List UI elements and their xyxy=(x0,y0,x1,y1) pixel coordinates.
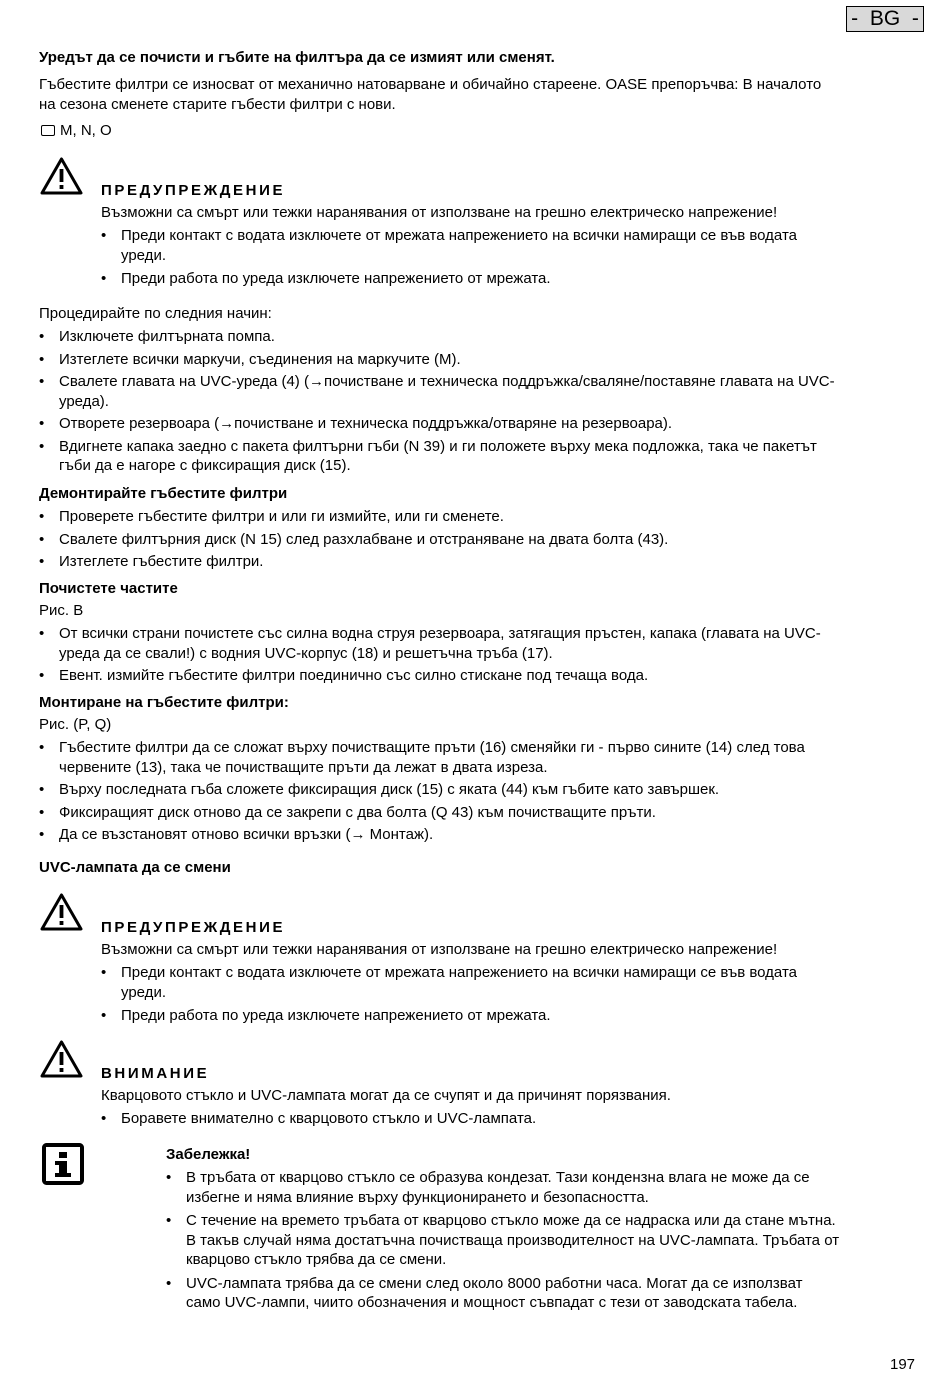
warning-title: ПРЕДУПРЕЖДЕНИЕ xyxy=(101,919,286,936)
list-item xyxy=(39,372,929,411)
list-item-line: • Евент. измийте гъбестите филтри поединично със силно стискане под течаща вода. xyxy=(59,667,649,684)
list-item xyxy=(39,825,929,845)
list-item xyxy=(39,666,929,686)
list-item xyxy=(39,624,929,663)
list-item xyxy=(39,780,929,800)
intro-paragraph xyxy=(39,75,821,114)
dismantle-heading: Демонтирайте гъбестите филтри xyxy=(39,485,288,502)
clean-figure: Рис. B xyxy=(39,602,84,619)
list-item xyxy=(39,803,929,823)
list-item-line: • В тръбата от кварцово стъкло се образува кондезат. Тази кондензна влага не може да се xyxy=(186,1169,810,1186)
intro-paragraph-line: на сезона сменете старите гъбести филтри с нови. xyxy=(39,95,396,113)
warning-triangle-icon xyxy=(40,1040,83,1078)
list-item-line: уреди. xyxy=(121,983,166,1001)
mount-heading: Монтиране на гъбестите филтри: xyxy=(39,694,289,711)
list-item-line: • Вдигнете капака заедно с пакета филтърни гъби (N 39) и ги положете върху мека подложка, така че пакетът xyxy=(59,437,817,455)
list-item-line: само UVC-лампи, чиито обозначения и мощност съвпадат с тези от заводската табела. xyxy=(186,1294,798,1311)
list-item-line: уреда). xyxy=(59,392,109,410)
warning-text: Възможни са смърт или тежки наранявания от използване на грешно електрическо напрежение! xyxy=(101,941,778,958)
caution-text: Кварцовото стъкло и UVC-лампата могат да се счупят и да причинят порязвания. xyxy=(101,1087,671,1104)
warning-triangle-icon xyxy=(40,157,83,195)
list-item-line: • Изтеглете всички маркучи, съединения на маркучите (M). xyxy=(59,350,461,368)
warning-triangle-icon xyxy=(40,893,83,931)
list-item-line: • Изключете филтърната помпа. xyxy=(59,328,275,345)
caution-list xyxy=(101,1109,921,1129)
note-list xyxy=(166,1168,926,1313)
list-item: • Боравете внимателно с кварцовото стъкло и UVC-лампата. xyxy=(101,1109,921,1129)
caution-title: ВНИМАНИЕ xyxy=(101,1065,210,1082)
list-item xyxy=(101,1006,921,1026)
list-item xyxy=(166,1168,926,1207)
list-item xyxy=(101,269,921,289)
list-item xyxy=(166,1274,926,1313)
warning-list xyxy=(101,226,921,289)
list-item xyxy=(101,963,921,1002)
figure-labels: M, N, O xyxy=(60,122,112,139)
warning-text: Възможни са смърт или тежки наранявания от използване на грешно електрическо напрежение! xyxy=(101,204,778,221)
procedure-list xyxy=(39,327,929,476)
list-item: • Изтеглете гъбестите филтри. xyxy=(39,552,929,572)
list-item-line: • Свалете главата на UVC-уреда (4) (→почистване и техническа поддръжка/сваляне/поставяне главата на UVC- xyxy=(59,373,835,390)
list-item-line: червените (13), така че почистващите пръти да лежат в двата изреза. xyxy=(59,758,548,776)
list-item: • Свалете филтърния диск (N 15) след разхлабване и отстраняване на двата болта (43). xyxy=(39,530,929,550)
list-item xyxy=(39,350,929,370)
mount-figure: Рис. (P, Q) xyxy=(39,716,112,733)
list-item-line: • Фиксиращият диск отново да се закрепи с два болта (Q 43) към почистващите пръти. xyxy=(59,803,656,821)
note-title: Забележка! xyxy=(166,1146,251,1163)
clean-heading: Почистете частите xyxy=(39,580,178,597)
list-item-line: • Отворете резервоара (→почистване и техническа поддръжка/отваряне на резервоара). xyxy=(59,415,673,432)
list-item-line: кварцово стъкло трябва да се смени. xyxy=(186,1251,447,1268)
mount-list xyxy=(39,738,929,845)
list-item xyxy=(101,226,921,265)
warning-list xyxy=(101,963,921,1026)
list-item xyxy=(166,1211,926,1270)
list-item-line: • Преди контакт с водата изключете от мрежата напрежението на всички намиращи се във водата xyxy=(121,227,797,244)
list-item-line: • Преди контакт с водата изключете от мрежата напрежението на всички намиращи се във водата xyxy=(121,964,797,981)
procedure-intro: Процедирайте по следния начин: xyxy=(39,305,272,322)
intro-heading: Уредът да се почисти и гъбите на филтъра да се измият или сменят. xyxy=(39,49,555,66)
list-item xyxy=(39,327,929,347)
list-item-line: • Да се възстановят отново всички връзки (→ Монтаж). xyxy=(59,826,434,843)
uvc-heading: UVC-лампата да се смени xyxy=(39,859,231,876)
list-item-line: уреда да се свали!) с водния UVC-корпус (18) и решетъчна тръба (17). xyxy=(59,644,553,662)
list-item-line: уреди. xyxy=(121,246,166,264)
info-icon xyxy=(42,1143,84,1185)
dismantle-list xyxy=(39,507,929,572)
list-item-line: • С течение на времето тръбата от кварцово стъкло може да се надраска или да стане мътна. xyxy=(186,1212,836,1229)
checkbox-icon xyxy=(41,125,55,136)
list-item xyxy=(39,437,929,476)
list-item-line: • Върху последната гъба сложете фиксиращия диск (15) с яката (44) към гъбите като завършек. xyxy=(59,781,720,798)
list-item-line: избегне и няма влияние върху функционирането и безопасността. xyxy=(186,1188,649,1206)
list-item-line: • От всички страни почистете със силна водна струя резервоара, затягащия пръстен, капака (главата на UVC- xyxy=(59,625,821,642)
list-item: • Проверете гъбестите филтри и или ги измийте, или ги сменете. xyxy=(39,507,929,527)
list-item-line: В такъв случай няма достатъчна почистваща производителност на UVC-лампата. Тръбата от xyxy=(186,1231,840,1249)
list-item-line: • Преди работа по уреда изключете напрежението от мрежата. xyxy=(121,270,551,287)
intro-paragraph-line: Гъбестите филтри се износват от механично натоварване и обичайно стареене. OASE препоръчва: В началото xyxy=(39,76,822,93)
warning-title: ПРЕДУПРЕЖДЕНИЕ xyxy=(101,182,286,199)
list-item-line: • UVC-лампата трябва да се смени след около 8000 работни часа. Могат да се използват xyxy=(186,1274,803,1292)
list-item-line: • Преди работа по уреда изключете напрежението от мрежата. xyxy=(121,1007,551,1024)
language-badge: - BG - xyxy=(846,6,924,32)
figure-reference xyxy=(41,121,112,141)
list-item xyxy=(39,414,929,434)
clean-list xyxy=(39,624,929,686)
page-number: 197 xyxy=(890,1356,916,1373)
list-item-line: • Гъбестите филтри да се сложат върху почистващите пръти (16) сменяйки ги - първо сините (14) след това xyxy=(59,739,805,756)
list-item-line: гъби да е нагоре с фиксиращия диск (15). xyxy=(59,457,351,474)
list-item xyxy=(39,738,929,777)
